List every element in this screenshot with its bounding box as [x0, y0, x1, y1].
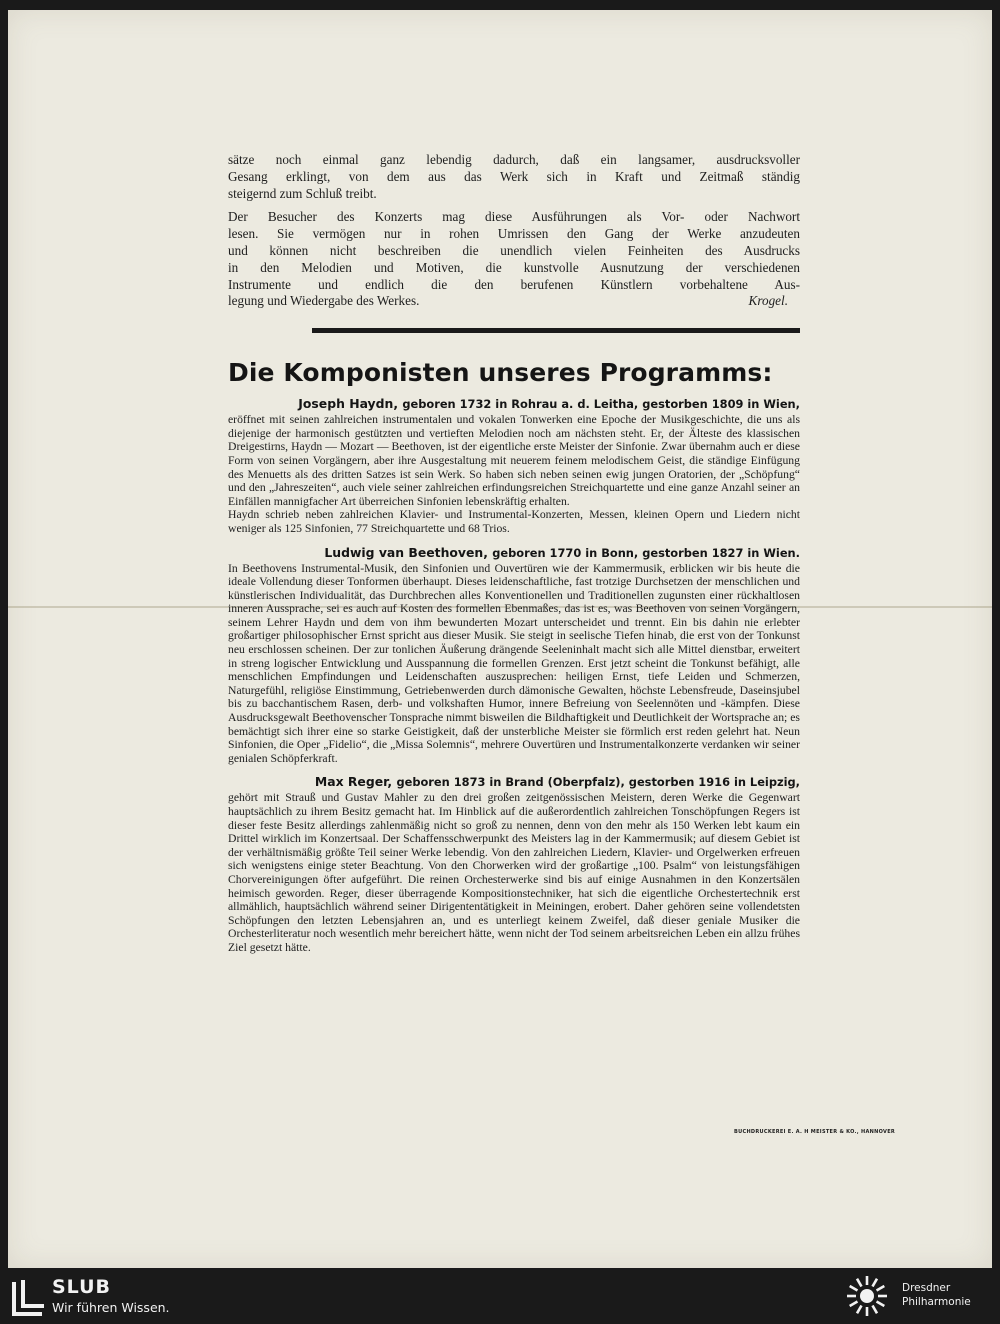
- separator-rule: [312, 328, 800, 333]
- composer-heading: [228, 773, 800, 791]
- philharmonie-name-line1: Dresdner: [902, 1282, 951, 1294]
- text-line: lesen. Sie vermögen nur in rohen Umrissen den Gang der Werke anzudeuten: [228, 226, 800, 242]
- text-line: Der Besucher des Konzerts mag diese Ausführungen als Vor- oder Nachwort: [228, 209, 800, 225]
- slub-logo-icon[interactable]: [12, 1278, 46, 1316]
- composer-life-dates: geboren 1770 in Bonn, gestorben 1827 in Wien.: [492, 545, 800, 560]
- text-line: sätze noch einmal ganz lebendig dadurch, daß ein langsamer, ausdrucksvoller: [228, 152, 800, 167]
- philharmonie-name-line2: Philharmonie: [902, 1296, 971, 1308]
- composer-bio: [228, 413, 800, 535]
- composer-life-dates: geboren 1873 in Brand (Oberpfalz), gestorben 1916 in Leipzig,: [396, 775, 800, 790]
- printer-imprint: BUCHDRUCKEREI E. A. H MEISTER & KO., HANNOVER: [734, 1129, 896, 1135]
- text-line: steigernd zum Schluß treibt.: [228, 185, 377, 201]
- text-line: in den Melodien und Motiven, die kunstvolle Ausnutzung der verschiedenen: [228, 259, 800, 275]
- intro-paragraph-2: [228, 209, 800, 310]
- intro-paragraph-1: [228, 152, 800, 202]
- text-line: und können nicht beschreiben die unendlich vielen Feinheiten des Ausdrucks: [228, 242, 800, 258]
- composer-bio: [228, 562, 800, 766]
- author-signature: Krogel.: [748, 293, 788, 309]
- text-line: legung und Wiedergabe des Werkes.: [228, 293, 420, 309]
- composer-heading: [228, 395, 800, 413]
- footer-bar: [0, 1268, 1000, 1324]
- text-line-with-signature: [228, 293, 800, 310]
- slub-tagline: Wir führen Wissen.: [52, 1300, 170, 1315]
- composer-life-dates: geboren 1732 in Rohrau a. d. Leitha, gestorben 1809 in Wien,: [402, 397, 800, 412]
- composer-name: Joseph Haydn,: [298, 396, 399, 412]
- composer-bio: [228, 791, 800, 954]
- composer-name: Ludwig van Beethoven,: [324, 544, 488, 560]
- composer-beethoven: [228, 544, 800, 766]
- philharmonie-logo-icon[interactable]: [842, 1274, 892, 1318]
- text-line: Instrumente und endlich die den berufenen Künstlern vorbehaltene Aus-: [228, 276, 800, 292]
- bio-paragraph: eröffnet mit seinen zahlreichen instrumentalen und vokalen Tonwerken eine Epoche der Musikgeschichte, die uns als diejenige der harmonisch gestützten und vertieften Melodien noch am nächsten steht. Er, der Älteste des klassischen Dreigestirns, Haydn — Mozart — Beethoven, ist der eigentliche erste Meister der Sinfonie. Zwar übernahm auch er diese Form von seinen Vorgängern, aber ihre Ausgestaltung mit neuerem feinem melodischem Geist, die ständige Einfügung des Menuetts als des dritten Satzes ist sein Werk. So haben sich neben seinen ewig jungen Oratorien, der „Schöpfung“ und den „Jahreszeiten“, auch viele seiner zahlreichen erfindungsreichen Streichquartette und eine ganze Anzahl seiner an Einfällen mannigfacher Art überreichen Sinfonien lebenskräftig erhalten.: [228, 413, 800, 508]
- bio-paragraph: Haydn schrieb neben zahlreichen Klavier- und Instrumental-Konzerten, Messen, kleinen Opern und Liedern nicht weniger als 125 Sinfonien, 77 Streichquartette und 68 Trios.: [228, 508, 800, 535]
- philharmonie-name[interactable]: [902, 1281, 971, 1309]
- slub-name[interactable]: SLUB: [52, 1276, 112, 1298]
- bio-paragraph: In Beethovens Instrumental-Musik, den Sinfonien und Ouvertüren wie der Kammermusik, erblicken wir bis heute die ideale Vollendung dieser Tonformen überhaupt. Dieses leidenschaftliche, fast trotzige Durchsetzen der menschlichen und künstlerischen Individualität, das Durchbrechen alles Konventionellen und Traditionellen zugunsten einer rückhaltlosen inneren Aussprache, sei es auch auf Kosten des formellen Ebenmaßes, das ist es, was Beethoven von seinen Vorgängern, seinem Lehrer Haydn und dem von ihm bewunderten Mozart unterscheidet und trennt. Ein bis dahin nie erlebter großartiger philosophischer Ernst spricht aus dieser Musik. Sie steigt in seelische Tiefen hinab, die erst von der Tonkunst neu erschlossen scheinen. Der zur tonlichen Äußerung drängende Seeleninhalt macht sich alle Mittel dienstbar, erweitert in streng logischer Entwicklung und Ausspannung die formellen Grenzen. Erst jetzt scheint die Tonkunst befähigt, alle menschlichen Empfindungen und Leidenschaften auszusprechen: heiligen Ernst, tiefe Leiden und Schmerzen, Naturgefühl, religiöse Einstimmung, Getriebenwerden durch dämonische Gewalten, höchste Lebensfreude, Daseinsjubel bis zu bacchantischem Rasen, derb- und volkshaften Humor, innere Befreiung von Seelennöten und -kämpfen. Diese Ausdrucksgewalt Beethovenscher Tonsprache nimmt bisweilen die Bildhaftigkeit und Deutlichkeit der Wortsprache an; es bemächtigt sich ihrer eine so starke Geistigkeit, daß der unsterbliche Meister sie förmlich erst reden gelehrt hat. Neun Sinfonien, die Oper „Fidelio“, die „Missa Solemnis“, mehrere Ouvertüren und Instrumentalkonzerte verdanken wir seiner genialen Schöpferkraft.: [228, 561, 800, 765]
- composer-heading: [228, 544, 800, 562]
- composer-haydn: [228, 395, 800, 535]
- text-line: Gesang erklingt, von dem aus das Werk sich in Kraft und Zeitmaß ständig: [228, 168, 800, 184]
- bio-paragraph: gehört mit Strauß und Gustav Mahler zu den drei großen zeitgenössischen Meistern, deren Werke die Gegenwart hauptsächlich zu ihrem Besitz gemacht hat. Im Hinblick auf die außerordentlich zahlreichen Tonschöpfungen Regers ist dieser feste Besitz allerdings zahlenmäßig nicht so groß zu nennen, denn von den mehr als 150 Werken lebt kaum ein Drittel wirklich im Konzertsaal. Der Schaffensschwerpunkt des Meisters lag in der Kammermusik; auf diesem Gebiet ist der verhältnismäßig größte Teil seiner Werke lebendig. Von den zahlreichen Liedern, Klavier- und Orgelwerken erfreuen sich wenigstens einige steter Beachtung. Von den Chorwerken wird der großartige „100. Psalm“ von leistungsfähigen Chorvereinigungen öfter aufgeführt. Die reinen Orchesterwerke sind bis auf einige Ausnahmen in den Konzertsälen heimisch geworden. Reger, dieser überragende Kompositionstechniker, hat sich die eigentliche Orchestertechnik erst allmählich, hauptsächlich während seiner Dirigententätigkeit in Meiningen, erobert. Daher gehören seine vollendetsten Schöpfungen den letzten Lebensjahren an, und es unterliegt keinem Zweifel, daß dieser geniale Musiker die Orchesterliteratur noch wesentlich mehr bereichert hätte, wenn nicht der Tod seinem arbeitsreichen Leben ein allzu frühes Ziel gesetzt hätte.: [228, 791, 800, 954]
- section-title: Die Komponisten unseres Programms:: [228, 358, 773, 388]
- composer-name: Max Reger,: [314, 774, 393, 790]
- page-content: [228, 152, 800, 955]
- composer-reger: [228, 773, 800, 954]
